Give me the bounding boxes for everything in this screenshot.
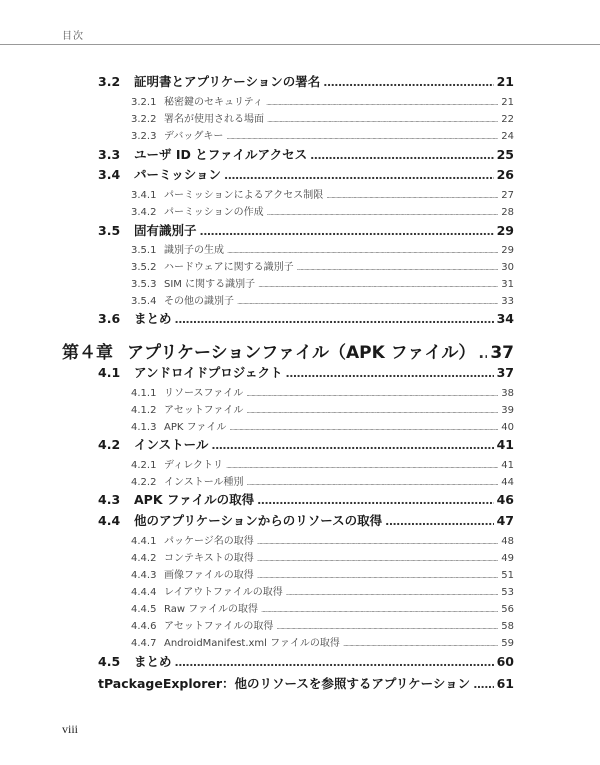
dot-leader [175,313,494,326]
page-number: 25 [496,147,514,162]
page-number: 22 [501,114,514,125]
section-number: 3.4 [98,167,121,182]
page-number: 24 [501,131,514,142]
section-title: まとめ [134,311,172,326]
subsection-title: その他の識別子 [164,296,234,307]
section-title: アンドロイドプロジェクト [134,365,283,380]
folio-page-number: viii [62,722,79,736]
section-number: 3.6 [98,311,121,326]
page-number: 41 [501,460,514,471]
subsection-number: 3.2.1 [131,97,157,108]
toc-subsection-3-2-2[interactable] [131,110,514,126]
toc-section-4-5[interactable] [98,652,514,670]
subsection-number: 4.1.1 [131,388,157,399]
page-number: 61 [496,676,514,691]
section-number: 4.2 [98,437,121,452]
dot-leader [257,572,498,580]
page-number: 27 [501,190,514,201]
page-number: 26 [496,167,514,182]
page-number: 51 [501,570,514,581]
dot-leader [297,264,499,272]
chapter-title: アプリケーションファイル（APK ファイル） [127,343,476,363]
subsection-title: コンテキストの取得 [164,553,254,564]
page-number: 49 [501,553,514,564]
subsection-number: 4.4.2 [131,553,157,564]
section-title: インストール [134,437,209,452]
page-number: 41 [496,437,514,452]
dot-leader [257,538,498,546]
toc-section-3-2[interactable] [98,72,514,90]
subsection-number: 4.2.2 [131,477,157,488]
section-title: ユーザ ID とファイルアクセス [134,147,308,162]
subsection-title: 識別子の生成 [164,245,224,256]
dot-leader [246,407,498,415]
section-number: 4.4 [98,513,121,528]
dot-leader [226,133,498,141]
dot-leader [473,678,493,691]
toc-section-4-3[interactable] [98,490,514,508]
subsection-title: Raw ファイルの取得 [164,604,259,615]
dot-leader [326,192,498,200]
toc-subsection-4-4-7[interactable] [131,634,514,650]
toc-subsection-4-1-3[interactable] [131,418,514,434]
dot-leader [267,116,498,124]
toc-subsection-3-4-2[interactable] [131,203,514,219]
subsection-title: インストール種別 [164,477,244,488]
dot-leader [267,209,499,217]
section-title: パーミッション [134,167,222,182]
dot-leader [266,99,498,107]
subsection-title: パーミッションの作成 [164,207,264,218]
subsection-title: ディレクトリ [164,460,223,471]
subsection-title: APK ファイル [164,422,227,433]
toc-subsection-4-4-1[interactable] [131,532,514,548]
subsection-title: AndroidManifest.xml ファイルの取得 [164,638,340,649]
toc-chapter-4[interactable] [62,338,514,362]
page-number: 59 [501,638,514,649]
subsection-title: SIM に関する識別子 [164,279,256,290]
toc-subsection-4-4-6[interactable] [131,617,514,633]
dot-leader [257,494,493,507]
dot-leader [385,515,493,528]
page-number: 53 [501,587,514,598]
toc-section-4-1[interactable] [98,363,514,381]
dot-leader [257,555,498,563]
toc-section-4-4[interactable] [98,511,514,529]
subsection-title: 秘密鍵のセキュリティ [164,97,263,108]
toc-subsection-3-5-2[interactable] [131,258,514,274]
section-number: 3.3 [98,147,121,162]
extra-title: tPackageExplorer：他のリソースを参照するアプリケーション [98,676,471,691]
subsection-number: 3.5.4 [131,296,157,307]
page-number: 37 [490,343,514,363]
toc-extra-tpackageexplorer[interactable] [98,674,514,692]
toc-section-3-3[interactable] [98,145,514,163]
dot-leader [286,367,494,380]
page-number: 56 [501,604,514,615]
toc-subsection-3-4-1[interactable] [131,186,514,202]
toc-subsection-4-1-2[interactable] [131,401,514,417]
toc-section-4-2[interactable] [98,435,514,453]
subsection-number: 4.4.4 [131,587,157,598]
section-number: 4.5 [98,654,121,669]
dot-leader [276,623,498,631]
page-number: 28 [501,207,514,218]
subsection-number: 4.1.3 [131,422,157,433]
chapter-number: 第４章 [62,343,113,363]
subsection-title: デバッグキー [164,131,224,142]
section-number: 3.2 [98,74,121,89]
subsection-title: 署名が使用される場面 [164,114,264,125]
toc-subsection-4-4-3[interactable] [131,566,514,582]
page-number: 29 [501,245,514,256]
running-header [0,0,600,45]
dot-leader [286,589,499,597]
page-number: 40 [501,422,514,433]
page-number: 31 [501,279,514,290]
subsection-number: 3.5.1 [131,245,157,256]
subsection-number: 3.5.2 [131,262,157,273]
dot-leader [227,247,498,255]
subsection-title: 画像ファイルの取得 [164,570,254,581]
toc-subsection-3-5-4[interactable] [131,292,514,308]
toc-subsection-4-2-2[interactable] [131,473,514,489]
toc-subsection-4-4-2[interactable] [131,549,514,565]
subsection-title: パッケージ名の取得 [164,536,254,547]
dot-leader [211,439,493,452]
dot-leader [323,76,493,89]
dot-leader [246,390,498,398]
subsection-number: 4.1.2 [131,405,157,416]
subsection-number: 4.4.3 [131,570,157,581]
page-number: 29 [496,223,514,238]
dot-leader [200,225,494,238]
subsection-number: 4.4.7 [131,638,157,649]
subsection-title: リソースファイル [164,388,244,399]
subsection-title: アセットファイル [164,405,244,416]
page-number: 60 [496,654,514,669]
subsection-number: 3.5.3 [131,279,157,290]
dot-leader [175,656,494,669]
section-title: 固有識別子 [134,223,197,238]
subsection-number: 3.2.2 [131,114,157,125]
page-number: 58 [501,621,514,632]
dot-leader [261,606,498,614]
section-number: 4.1 [98,365,121,380]
section-number: 4.3 [98,492,121,507]
page-number: 34 [496,311,514,326]
section-title: APK ファイルの取得 [134,492,255,507]
subsection-number: 3.4.2 [131,207,157,218]
page-number: 48 [501,536,514,547]
dot-leader [247,479,499,487]
section-title: 証明書とアプリケーションの署名 [134,74,321,89]
page-number: 38 [501,388,514,399]
dot-leader [224,169,494,182]
subsection-title: ハードウェアに関する識別子 [164,262,294,273]
page-number: 21 [496,74,514,89]
subsection-number: 4.4.6 [131,621,157,632]
subsection-number: 4.4.1 [131,536,157,547]
subsection-number: 4.2.1 [131,460,157,471]
toc-section-3-6[interactable] [98,309,514,327]
toc-section-3-5[interactable] [98,221,514,239]
dot-leader [226,462,498,470]
toc-subsection-4-4-4[interactable] [131,583,514,599]
dot-leader [258,281,498,289]
toc-subsection-4-4-5[interactable] [131,600,514,616]
toc-section-3-4[interactable] [98,165,514,183]
page-number: 21 [501,97,514,108]
toc-subsection-4-1-1[interactable] [131,384,514,400]
subsection-title: パーミッションによるアクセス制限 [164,190,324,201]
page-number: 46 [496,492,514,507]
page-number: 39 [501,405,514,416]
dot-leader [343,640,498,648]
subsection-number: 3.2.3 [131,131,157,142]
toc-subsection-3-2-3[interactable] [131,127,514,143]
page-number: 37 [496,365,514,380]
dot-leader [229,424,498,432]
toc-subsection-3-5-3[interactable] [131,275,514,291]
dot-leader [310,149,493,162]
page-number: 33 [501,296,514,307]
page-number: 47 [496,513,514,528]
section-title: まとめ [134,654,172,669]
page-number: 30 [501,262,514,273]
subsection-title: アセットファイルの取得 [164,621,274,632]
subsection-number: 3.4.1 [131,190,157,201]
subsection-title: レイアウトファイルの取得 [164,587,283,598]
toc-subsection-3-2-1[interactable] [131,93,514,109]
section-title: 他のアプリケーションからのリソースの取得 [134,513,383,528]
section-number: 3.5 [98,223,121,238]
page-number: 44 [501,477,514,488]
dot-leader [478,344,487,362]
toc-subsection-3-5-1[interactable] [131,241,514,257]
dot-leader [237,298,498,306]
toc-subsection-4-2-1[interactable] [131,456,514,472]
subsection-number: 4.4.5 [131,604,157,615]
header-title: 目次 [62,31,84,42]
